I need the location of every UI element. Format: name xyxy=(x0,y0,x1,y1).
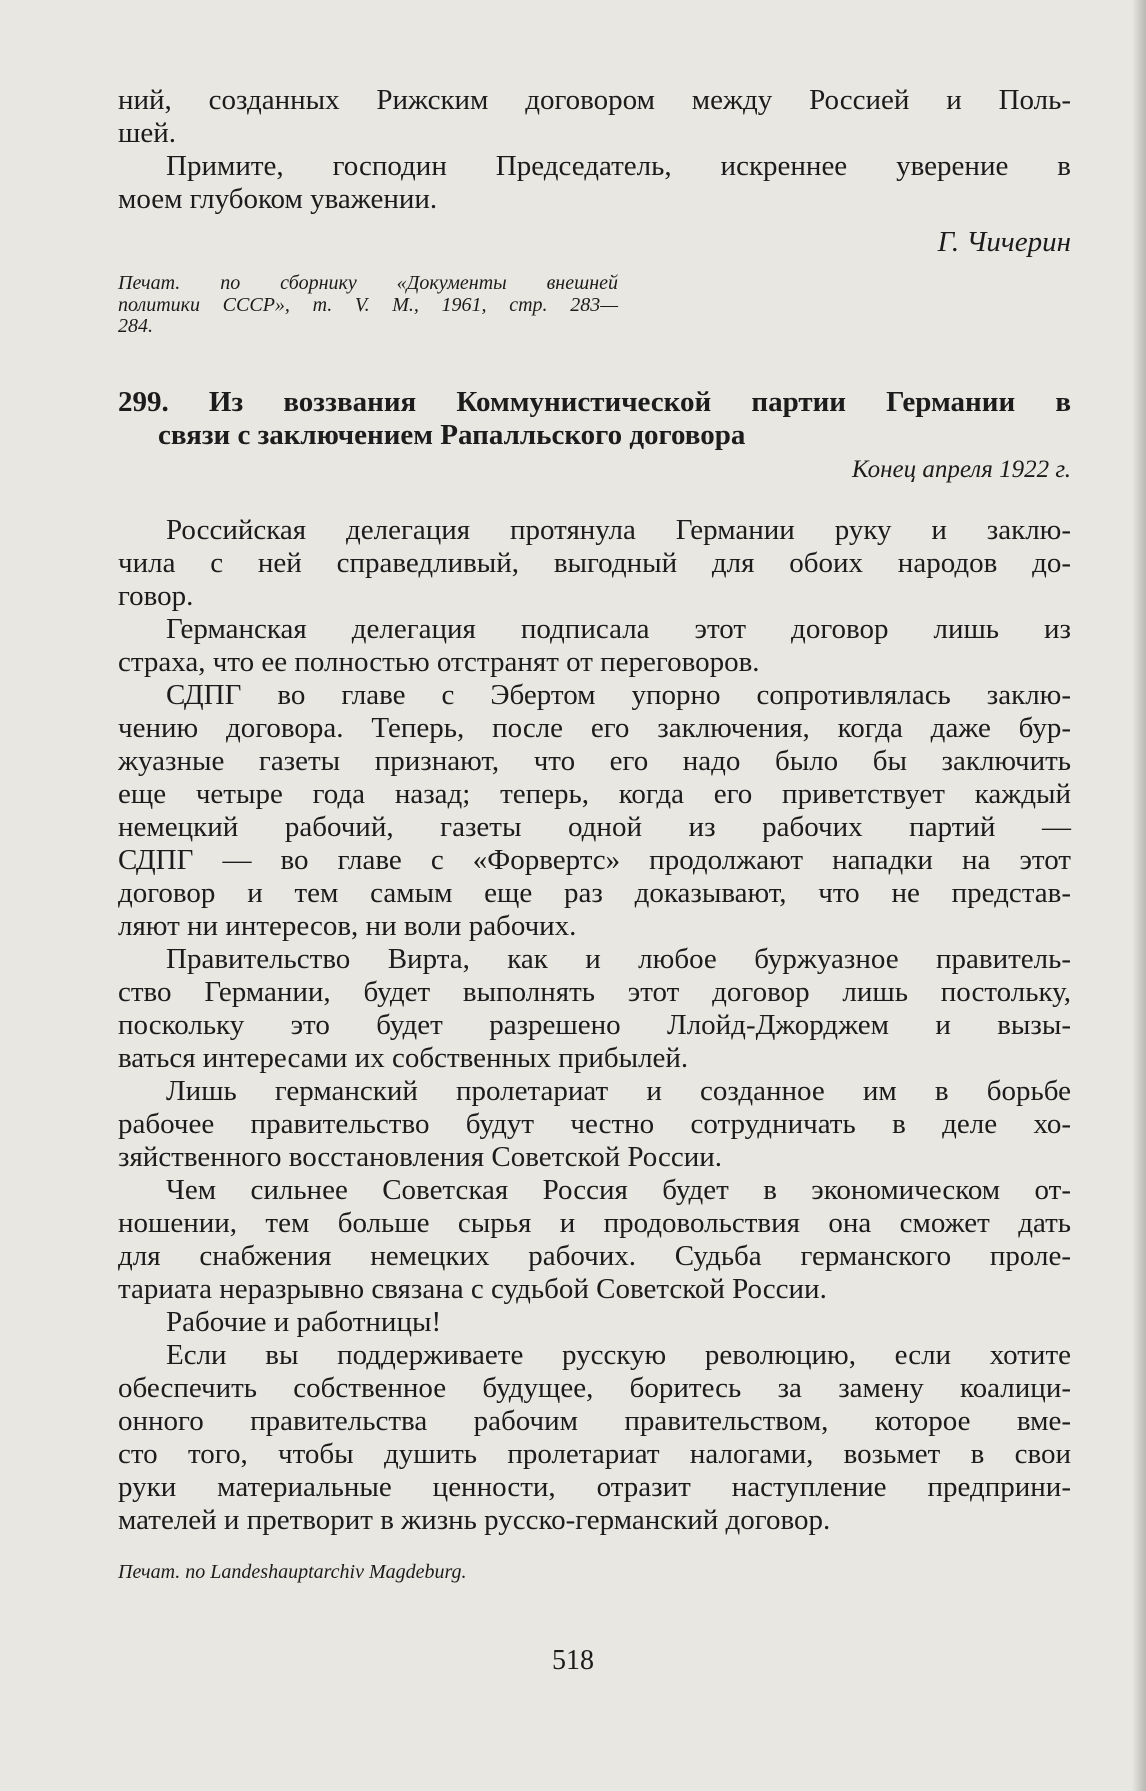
text-line: моем глубоком уважении. xyxy=(118,183,438,215)
text-line: онного правительства рабочим правительством, которое вме- xyxy=(118,1404,1071,1437)
text-line: немецкий рабочий, газеты одной из рабочих партий — xyxy=(118,810,1071,843)
source-note: Печат. по Landeshauptarchiv Magdeburg. xyxy=(118,1560,467,1583)
text-line: зяйственного восстановления Советской России. xyxy=(118,1140,723,1173)
text-line: жуазные газеты признают, что его надо было бы заключить xyxy=(118,744,1071,777)
signature: Г. Чичерин xyxy=(937,226,1071,258)
text-line: Российская делегация протянула Германии руку и заклю- xyxy=(166,513,1071,546)
document-date: Конец апреля 1922 г. xyxy=(851,455,1071,483)
page-edge-shadow xyxy=(1132,0,1146,1791)
text-line: мателей и претворит в жизнь русско-германский договор. xyxy=(118,1503,831,1536)
text-line: Если вы поддерживаете русскую революцию, если хотите xyxy=(166,1338,1071,1371)
text-line: договор и тем самым еще раз доказывают, что не представ- xyxy=(118,876,1071,909)
text-line: ношении, тем больше сырья и продовольствия она сможет дать xyxy=(118,1206,1071,1239)
heading-line: 299. Из воззвания Коммунистической партии Германии в xyxy=(118,385,1071,418)
text-line: чению договора. Теперь, после его заключения, когда даже бур- xyxy=(118,711,1071,744)
text-line: ляют ни интересов, ни воли рабочих. xyxy=(118,909,577,942)
source-note-line: политики СССР», т. V. М., 1961, стр. 283— xyxy=(118,293,618,316)
source-note-line: 284. xyxy=(118,315,153,337)
text-line: Чем сильнее Советская Россия будет в экономическом от- xyxy=(166,1173,1071,1206)
source-note-line: Печат. по сборнику «Документы внешней xyxy=(118,272,618,294)
text-line: поскольку это будет разрешено Ллойд-Джорджем и вызы- xyxy=(118,1008,1071,1041)
text-line: сто того, чтобы душить пролетариат налогами, возьмет в свои xyxy=(118,1437,1071,1470)
text-line: СДПГ — во главе с «Форвертс» продолжают нападки на этот xyxy=(118,843,1071,876)
text-line: для снабжения немецких рабочих. Судьба германского проле- xyxy=(118,1239,1071,1272)
text-line: еще четыре года назад; теперь, когда его приветствует каждый xyxy=(118,777,1071,810)
text-line: Германская делегация подписала этот договор лишь из xyxy=(166,612,1071,645)
previous-letter-ending xyxy=(118,84,1071,216)
text-line: Лишь германский пролетариат и созданное им в борьбе xyxy=(166,1074,1071,1107)
text-line: ваться интересами их собственных прибылей. xyxy=(118,1041,689,1074)
text-line: Примите, господин Председатель, искреннее уверение в xyxy=(166,150,1071,182)
previous-source-note xyxy=(118,273,618,338)
text-line: руки материальные ценности, отразит наступление предприни- xyxy=(118,1470,1071,1503)
text-line: тариата неразрывно связана с судьбой Советской России. xyxy=(118,1272,827,1305)
document-body xyxy=(118,514,1071,1537)
text-line: обеспечить собственное будущее, боритесь за замену коалици- xyxy=(118,1371,1071,1404)
page-number: 518 xyxy=(552,1645,594,1676)
text-line: шей. xyxy=(118,117,176,149)
text-line: ний, созданных Рижским договором между Россией и Поль- xyxy=(118,84,1071,116)
text-line: ство Германии, будет выполнять этот договор лишь постольку, xyxy=(118,975,1071,1008)
page-content xyxy=(118,84,1071,1584)
document-heading xyxy=(118,386,1071,452)
text-line: СДПГ во главе с Эбертом упорно сопротивлялась заклю- xyxy=(166,678,1071,711)
text-line: Рабочие и работницы! xyxy=(166,1305,442,1338)
text-line: Правительство Вирта, как и любое буржуазное правитель- xyxy=(166,942,1071,975)
text-line: говор. xyxy=(118,579,194,612)
text-line: страха, что ее полностью отстранят от переговоров. xyxy=(118,645,760,678)
text-line: чила с ней справедливый, выгодный для обоих народов до- xyxy=(118,546,1071,579)
heading-line: связи с заключением Рапалльского договора xyxy=(158,418,746,451)
text-line: рабочее правительство будут честно сотрудничать в деле хо- xyxy=(118,1107,1071,1140)
